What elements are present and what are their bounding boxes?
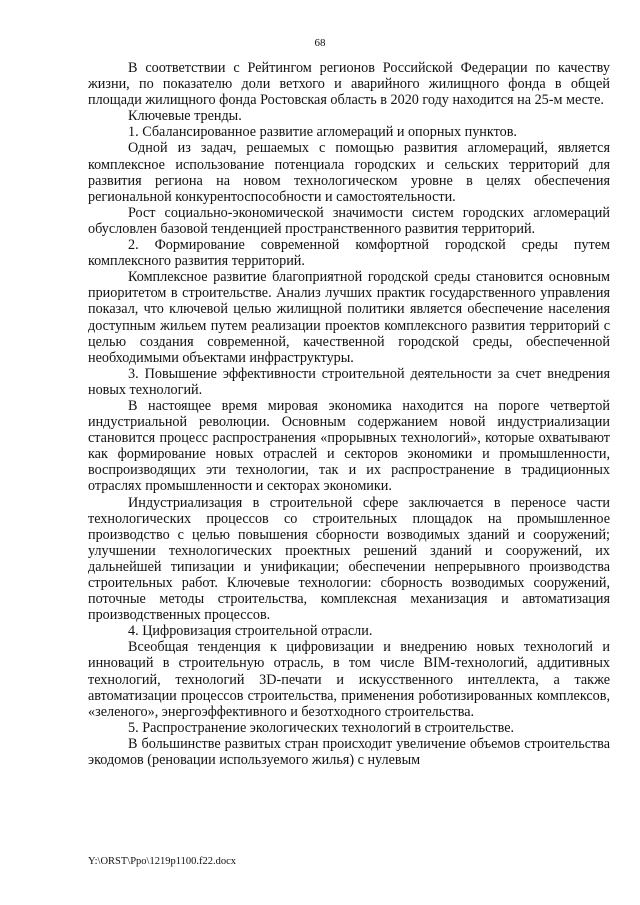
paragraph: 4. Цифровизация строительной отрасли.	[128, 623, 373, 640]
file-path-footer: Y:\ORST\Ppo\1219p1100.f22.docx	[88, 856, 236, 867]
paragraph: 2. Формирование современной комфортной городской среды путем комплексного развития территорий.	[88, 237, 610, 270]
paragraph: В соответствии с Рейтингом регионов Российской Федерации по качеству жизни, по показателю доли ветхого и аварийного жилищного фонда в общей площади жилищного фонда Ростовская область в 2020 году находится на 25-м месте.	[88, 60, 610, 109]
paragraph: Индустриализация в строительной сфере заключается в переносе части технологических процессов со строительных площадок на промышленное производство с целью повышения сборности возводимых зданий и сооружений; улучшении технологических проектных решений зданий и сооружений, их дальнейшей типизации и унификации; обеспечении непрерывного производства строительных работ. Ключевые технологии: сборность возводимых сооружений, поточные методы строительства, комплексная механизация и автоматизация производственных процессов.	[88, 494, 610, 624]
paragraph: Одной из задач, решаемых с помощью развития агломераций, является комплексное использование потенциала городских и сельских территорий для развития региона на новом технологическом уровне в целях обеспечения региональной конкурентоспособности и самостоятельности.	[88, 140, 610, 205]
page-number: 68	[314, 37, 326, 49]
paragraph: Рост социально-экономической значимости систем городских агломераций обусловлен базовой тенденцией пространственного развития территорий.	[88, 204, 610, 237]
paragraph: В настоящее время мировая экономика находится на пороге четвертой индустриальной революции. Основным содержанием новой индустриализации становится процесс распространения «прорывных технологий», которые охватывают как формирование новых отраслей и секторов экономики и промышленности, воспроизводящих эти технологии, так и их распространение в традиционных отраслях промышленности и секторах экономики.	[88, 397, 610, 495]
paragraph: 1. Сбалансированное развитие агломераций и опорных пунктов.	[128, 124, 517, 141]
paragraph: Всеобщая тенденция к цифровизации и внедрению новых технологий и инноваций в строительную отрасль, в том числе BIM-технологий, аддитивных технологий, технологий 3D-печати и искусственного интеллекта, а также автоматизации процессов строительства, применения роботизированных комплексов, «зеленого», энергоэффективного и безотходного строительства.	[88, 639, 610, 720]
paragraph: 5. Распространение экологических технологий в строительстве.	[128, 719, 515, 736]
paragraph: Комплексное развитие благоприятной городской среды становится основным приоритетом в строительстве. Анализ лучших практик государственного управления показал, что ключевой целью жилищной политики является обеспечение населения доступным жильем путем реализации проектов комплексного развития территорий с целью создания современной, качественной городской среды, обеспеченной необходимыми объектами инфраструктуры.	[88, 269, 610, 366]
paragraph: В большинстве развитых стран происходит увеличение объемов строительства экодомов (реновации используемого жилья) с нулевым	[88, 735, 610, 769]
paragraph: 3. Повышение эффективности строительной деятельности за счет внедрения новых технологий.	[88, 365, 610, 398]
paragraph: Ключевые тренды.	[128, 108, 242, 125]
document-body	[88, 60, 610, 768]
